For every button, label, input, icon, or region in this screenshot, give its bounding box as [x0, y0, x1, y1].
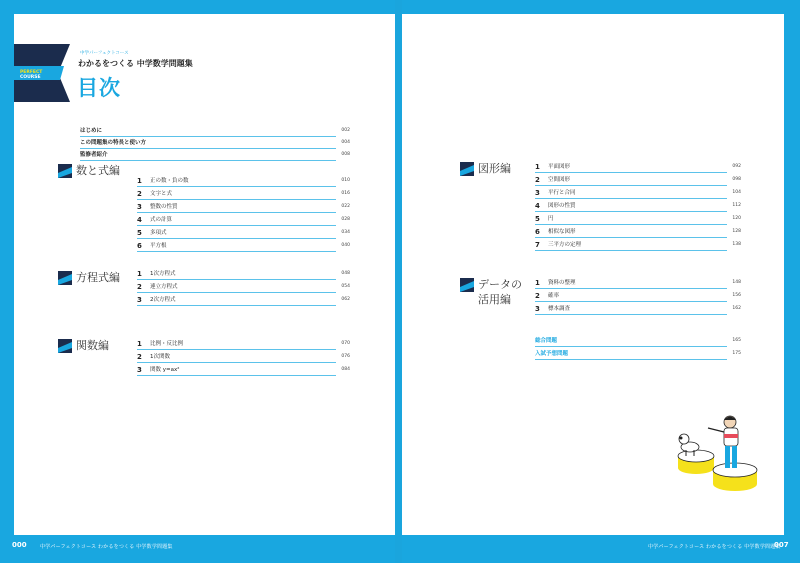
item-number: 1	[137, 340, 142, 348]
leader-line	[535, 224, 727, 225]
section-heading-numbers	[58, 164, 128, 180]
toc-item-label: 円	[548, 216, 554, 222]
leader-line	[80, 136, 336, 137]
item-number: 2	[535, 176, 540, 184]
badge-line1: PERFECT	[20, 70, 43, 75]
toc-item-label: 空間図形	[548, 177, 571, 183]
leader-line	[137, 225, 336, 226]
item-number: 1	[137, 270, 142, 278]
toc-item[interactable]	[137, 366, 350, 374]
item-number: 6	[535, 228, 540, 236]
toc-item-page: 028	[341, 217, 350, 222]
toc-item[interactable]	[535, 292, 741, 300]
toc-item[interactable]	[535, 228, 741, 236]
section-flag-icon	[58, 271, 72, 285]
item-number: 2	[535, 292, 540, 300]
toc-item-label: 比例・反比例	[150, 341, 184, 347]
left-footer	[0, 535, 400, 563]
toc-item-label: 三平方の定理	[548, 242, 582, 248]
leader-line	[535, 288, 727, 289]
section-title-line2: 活用編	[478, 293, 511, 306]
toc-item[interactable]	[137, 270, 350, 278]
right-footer	[400, 535, 800, 563]
toc-item-page: 148	[732, 280, 741, 285]
leader-line	[535, 359, 727, 360]
item-number: 4	[535, 202, 540, 210]
toc-item[interactable]	[137, 203, 350, 211]
toc-item-page: 016	[341, 191, 350, 196]
item-number: 7	[535, 241, 540, 249]
leader-line	[535, 301, 727, 302]
leader-line	[137, 375, 336, 376]
section-title: 図形編	[478, 162, 511, 175]
toc-item-page: 008	[341, 152, 350, 157]
toc-item-page: 040	[341, 243, 350, 248]
leader-line	[137, 238, 336, 239]
toc-item-label: 文字と式	[150, 191, 173, 197]
leader-line	[535, 314, 727, 315]
leader-line	[80, 148, 336, 149]
left-page	[14, 14, 395, 535]
toc-item-exam[interactable]	[535, 350, 741, 358]
leader-line	[535, 172, 727, 173]
toc-item-page: 138	[732, 242, 741, 247]
toc-item-label: 関数 y=ax²	[150, 367, 180, 373]
toc-item[interactable]	[535, 279, 741, 287]
section-title: 方程式編	[76, 271, 120, 284]
toc-item-page: 128	[732, 229, 741, 234]
toc-item-label: 総合問題	[535, 338, 558, 344]
item-number: 3	[535, 305, 540, 313]
toc-item-label: 標本調査	[548, 306, 571, 312]
perfect-course-badge	[14, 44, 70, 102]
toc-item-label: 連立方程式	[150, 284, 178, 290]
section-title: 数と式編	[76, 164, 120, 177]
toc-item-label: 図形の性質	[548, 203, 576, 209]
toc-item-label: 確率	[548, 293, 560, 299]
section-flag-icon	[58, 339, 72, 353]
section-heading-geometry	[460, 162, 530, 178]
toc-item-features[interactable]	[80, 139, 350, 147]
leader-line	[137, 186, 336, 187]
toc-item[interactable]	[535, 163, 741, 171]
toc-item-label: 監修者紹介	[80, 152, 108, 158]
item-number: 2	[137, 353, 142, 361]
leader-line	[137, 349, 336, 350]
section-heading-functions	[58, 339, 128, 355]
toc-item-page: 175	[732, 351, 741, 356]
section-flag-icon	[58, 164, 72, 178]
toc-item-label: この問題集の特長と使い方	[80, 140, 147, 146]
toc-item[interactable]	[535, 176, 741, 184]
section-title: 関数編	[76, 339, 109, 352]
toc-item-page: 004	[341, 140, 350, 145]
leader-line	[137, 212, 336, 213]
toc-item-page: 156	[732, 293, 741, 298]
toc-item-label: 正の数・負の数	[150, 178, 189, 184]
toc-item-page: 112	[732, 203, 741, 208]
badge-line2: COURSE	[20, 75, 41, 80]
toc-item-page: 034	[341, 230, 350, 235]
leader-line	[137, 362, 336, 363]
toc-item-label: 平方根	[150, 243, 167, 249]
toc-item[interactable]	[137, 190, 350, 198]
toc-item-label: 多項式	[150, 230, 167, 236]
toc-item[interactable]	[137, 340, 350, 348]
spine-gutter	[395, 0, 402, 563]
item-number: 5	[535, 215, 540, 223]
leader-line	[535, 237, 727, 238]
toc-item-page: 092	[732, 164, 741, 169]
toc-item-label: 平行と合同	[548, 190, 576, 196]
section-flag-icon	[460, 162, 474, 176]
toc-item-label: 平面図形	[548, 164, 571, 170]
toc-item-page: 002	[341, 128, 350, 133]
item-number: 3	[137, 203, 142, 211]
leader-line	[535, 346, 727, 347]
footer-text: 中学パーフェクトコース わかるをつくる 中学数学問題集	[40, 544, 173, 550]
section-heading-data	[460, 278, 535, 308]
toc-item[interactable]	[137, 216, 350, 224]
item-number: 3	[137, 296, 142, 304]
leader-line	[137, 251, 336, 252]
item-number: 4	[137, 216, 142, 224]
page-number: 007	[774, 541, 789, 549]
toc-item-page: 165	[732, 338, 741, 343]
toc-item[interactable]	[137, 296, 350, 304]
toc-item-page: 062	[341, 297, 350, 302]
toc-item-label: 式の計算	[150, 217, 173, 223]
section-heading-equations	[58, 271, 128, 287]
item-number: 1	[137, 177, 142, 185]
item-number: 3	[137, 366, 142, 374]
item-number: 1	[535, 279, 540, 287]
toc-item[interactable]	[535, 202, 741, 210]
toc-item-page: 120	[732, 216, 741, 221]
toc-item-label: 資料の整理	[548, 280, 576, 286]
leader-line	[535, 198, 727, 199]
book-title: わかるをつくる 中学数学問題集	[78, 59, 193, 68]
series-name: 中学パーフェクトコース	[80, 51, 129, 56]
leader-line	[535, 185, 727, 186]
toc-item-label: はじめに	[80, 128, 103, 134]
toc-item-page: 162	[732, 306, 741, 311]
toc-item-label: 整数の性質	[150, 204, 178, 210]
toc-item[interactable]	[137, 229, 350, 237]
toc-item-page: 084	[341, 367, 350, 372]
toc-item[interactable]	[137, 242, 350, 250]
toc-item-intro[interactable]	[80, 127, 350, 135]
toc-item-page: 048	[341, 271, 350, 276]
toc-item[interactable]	[535, 189, 741, 197]
toc-item[interactable]	[137, 283, 350, 291]
page-title: 目次	[77, 76, 121, 100]
toc-item[interactable]	[137, 177, 350, 185]
toc-item[interactable]	[535, 305, 741, 313]
leader-line	[535, 250, 727, 251]
item-number: 3	[535, 189, 540, 197]
toc-item[interactable]	[137, 353, 350, 361]
item-number: 2	[137, 190, 142, 198]
item-number: 1	[535, 163, 540, 171]
item-number: 6	[137, 242, 142, 250]
toc-item-supervisor[interactable]	[80, 151, 350, 159]
toc-item-page: 098	[732, 177, 741, 182]
toc-item-label: 2次方程式	[150, 297, 176, 303]
section-flag-icon	[460, 278, 474, 292]
leader-line	[137, 199, 336, 200]
toc-item[interactable]	[535, 241, 741, 249]
toc-item-label: 1次関数	[150, 354, 170, 360]
toc-item-page: 054	[341, 284, 350, 289]
toc-item-label: 入試予想問題	[535, 351, 569, 357]
toc-item-page: 070	[341, 341, 350, 346]
toc-item-page: 076	[341, 354, 350, 359]
page-number: 000	[12, 541, 27, 549]
leader-line	[535, 211, 727, 212]
item-number: 2	[137, 283, 142, 291]
leader-line	[137, 292, 336, 293]
student-and-dog-illustration	[660, 410, 770, 500]
toc-item[interactable]	[535, 215, 741, 223]
toc-item-page: 022	[341, 204, 350, 209]
toc-item-page: 104	[732, 190, 741, 195]
leader-line	[80, 160, 336, 161]
item-number: 5	[137, 229, 142, 237]
toc-item-label: 1次方程式	[150, 271, 176, 277]
section-title-line1: データの	[478, 278, 522, 291]
leader-line	[137, 305, 336, 306]
toc-item-page: 010	[341, 178, 350, 183]
toc-item-label: 相似な図形	[548, 229, 576, 235]
toc-item-comprehensive[interactable]	[535, 337, 741, 345]
leader-line	[137, 279, 336, 280]
footer-text: 中学パーフェクトコース わかるをつくる 中学数学問題集	[648, 544, 781, 550]
